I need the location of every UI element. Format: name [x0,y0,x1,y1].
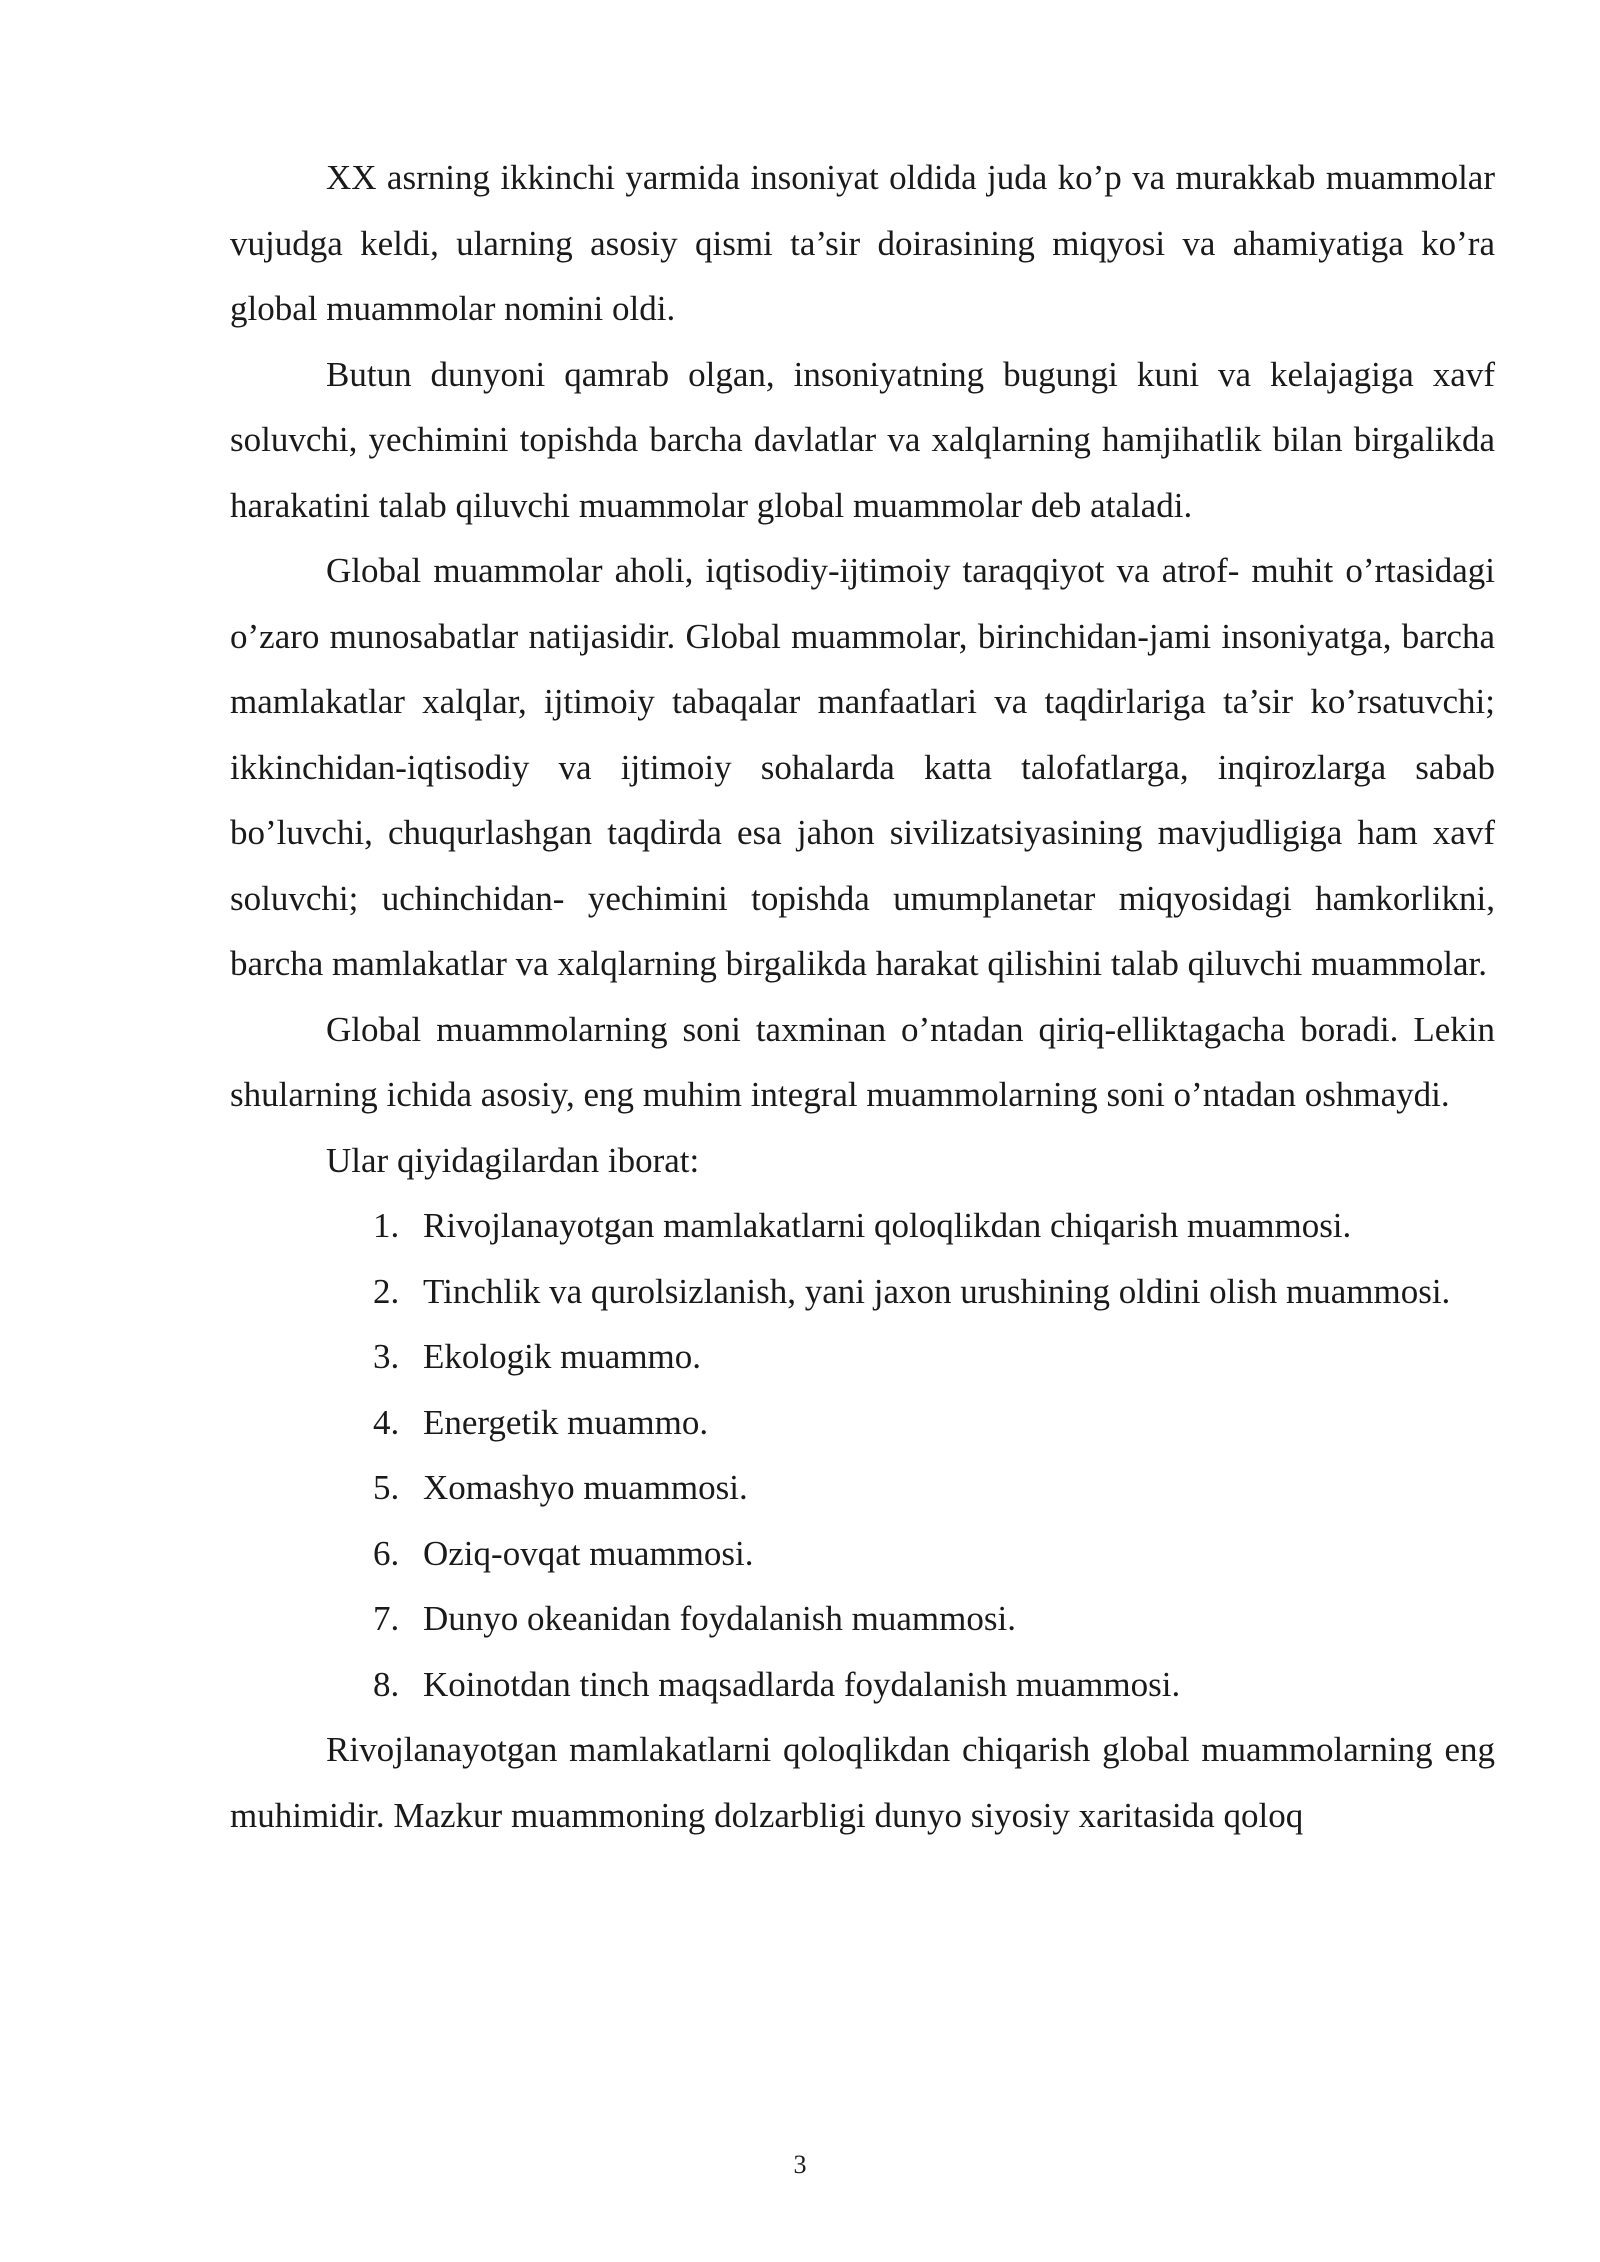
list-item [230,1324,1495,1390]
list-item-number: 1. [373,1206,400,1245]
list-item-text: Tinchlik va qurolsizlanish, yani jaxon urushining oldini olish muammosi. [423,1271,1451,1311]
list-item-text: Rivojlanayotgan mamlakatlarni qoloqlikdan chiqarish muammosi. [423,1206,1352,1245]
list-item [230,1259,1495,1325]
paragraph-closing: Rivojlanayotgan mamlakatlarni qoloqlikdan chiqarish global muammolarning eng muhimidir. Mazkur muammoning dolzarbligi dunyo siyosiy xaritasida qoloq [230,1730,1495,1835]
list-item-number: 3. [373,1337,400,1376]
list-item-text: Xomashyo muammosi. [423,1468,748,1507]
paragraph-count: Global muammolarning soni taxminan o’ntadan qiriq-elliktagacha boradi. Lekin shularning ichida asosiy, eng muhim integral muammolarning soni o’ntadan oshmaydi. [230,1009,1495,1114]
list-item-text: Koinotdan tinch maqsadlarda foydalanish muammosi. [423,1664,1181,1704]
list-item-text: Oziq-ovqat muammosi. [423,1533,754,1573]
problems-list [230,1193,1495,1717]
list-item [230,1455,1495,1521]
paragraph-characteristics: Global muammolar aholi, iqtisodiy-ijtimoiy taraqqiyot va atrof- muhit o’rtasidagi o’zaro munosabatlar natijasidir. Global muammolar, birinchidan-jami insoniyatga, barcha mamlakatlar xalqlar, ijtimoiy tabaqalar manfaatlari va taqdirlariga ta’sir ko’rsatuvchi; ikkinchidan-iqtisodiy va ijtimoiy sohalarda katta talofatlarga, inqirozlarga sabab bo’luvchi, chuqurlashgan taqdirda esa jahon sivilizatsiyasining mavjudligiga ham xavf soluvchi; uchinchidan- yechimini topishda umumplanetar miqyosidagi hamkorlikni, barcha mamlakatlar va xalqlarning birgalikda harakat qilishini talab qiluvchi muammolar. [230,551,1495,983]
list-item-number: 8. [373,1664,400,1704]
page-number: 3 [793,2150,807,2179]
paragraph-list-lead: Ular qiyidagilardan iborat: [326,1140,700,1180]
list-item [230,1652,1495,1718]
paragraph-definition: Butun dunyoni qamrab olgan, insoniyatning bugungi kuni va kelajagiga xavf soluvchi, yechimini topishda barcha davlatlar va xalqlarning hamjihatlik bilan birgalikda harakatini talab qiluvchi muammolar global muammolar deb ataladi. [230,354,1495,525]
list-item-number: 2. [373,1271,400,1311]
list-item-number: 4. [373,1402,400,1442]
list-item [230,1193,1495,1259]
list-item-number: 6. [373,1533,400,1573]
list-item-text: Energetik muammo. [423,1402,709,1442]
list-item [230,1521,1495,1587]
list-item-text: Dunyo okeanidan foydalanish muammosi. [423,1599,1016,1638]
list-item-number: 5. [373,1468,400,1507]
list-item-text: Ekologik muammo. [423,1337,702,1376]
list-item-number: 7. [373,1599,400,1638]
list-item [230,1586,1495,1652]
paragraph-intro: XX asrning ikkinchi yarmida insoniyat oldida juda ko’p va murakkab muammolar vujudga keldi, ularning asosiy qismi ta’sir doirasining miqyosi va ahamiyatiga ko’ra global muammolar nomini oldi. [230,158,1495,328]
document-page [230,145,1495,1848]
list-item [230,1390,1495,1456]
